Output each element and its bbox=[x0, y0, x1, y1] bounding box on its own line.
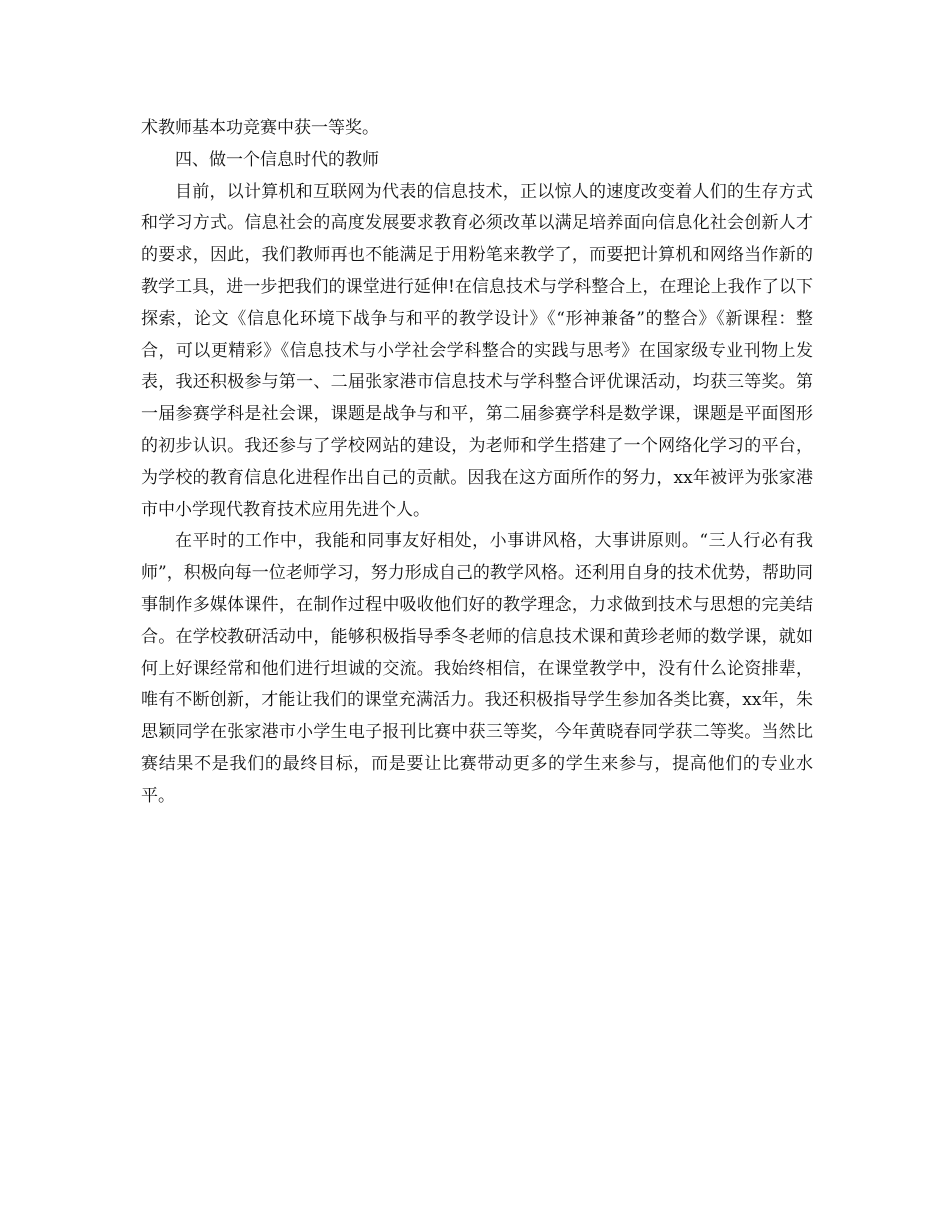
section-heading: 四、做一个信息时代的教师 bbox=[175, 149, 379, 170]
document-body bbox=[141, 113, 813, 813]
paragraph-collaboration: 在平时的工作中，我能和同事友好相处，小事讲风格，大事讲原则。“三人行必有我师”，积极向每一位老师学习，努力形成自己的教学风格。还利用自身的技术优势，帮助同事制作多媒体课件，在制作过程中吸收他们好的教学理念，力求做到技术与思想的完美结合。在学校教研活动中，能够积极指导季冬老师的信息技术课和黄珍老师的数学课，就如何上好课经常和他们进行坦诚的交流。我始终相信，在课堂教学中，没有什么论资排辈，唯有不断创新，才能让我们的课堂充满活力。我还积极指导学生参加各类比赛，xx年，朱思颖同学在张家港市小学生电子报刊比赛中获三等奖，今年黄晓春同学获二等奖。当然比赛结果不是我们的最终目标，而是要让比赛带动更多的学生来参与，提高他们的专业水平。 bbox=[141, 531, 813, 806]
paragraph-continuation: 术教师基本功竞赛中获一等奖。 bbox=[141, 118, 379, 138]
paragraph-information-technology: 目前，以计算机和互联网为代表的信息技术，正以惊人的速度改变着人们的生存方式和学习方式。信息社会的高度发展要求教育必须改革以满足培养面向信息化社会创新人才的要求，因此，我们教师再也不能满足于用粉笔来教学了，而要把计算机和网络当作新的教学工具，进一步把我们的课堂进行延伸!在信息技术与学科整合上，在理论上我作了以下探索，论文《信息化环境下战争与和平的教学设计》《“形神兼备”的整合》《新课程：整合，可以更精彩》《信息技术与小学社会学科整合的实践与思考》在国家级专业刊物上发表，我还积极参与第一、二届张家港市信息技术与学科整合评优课活动，均获三等奖。第一届参赛学科是社会课，课题是战争与和平，第二届参赛学科是数学课，课题是平面图形的初步认识。我还参与了学校网站的建设，为老师和学生搭建了一个网络化学习的平台，为学校的教育信息化进程作出自己的贡献。因我在这方面所作的努力，xx年被评为张家港市中小学现代教育技术应用先进个人。 bbox=[141, 181, 813, 520]
